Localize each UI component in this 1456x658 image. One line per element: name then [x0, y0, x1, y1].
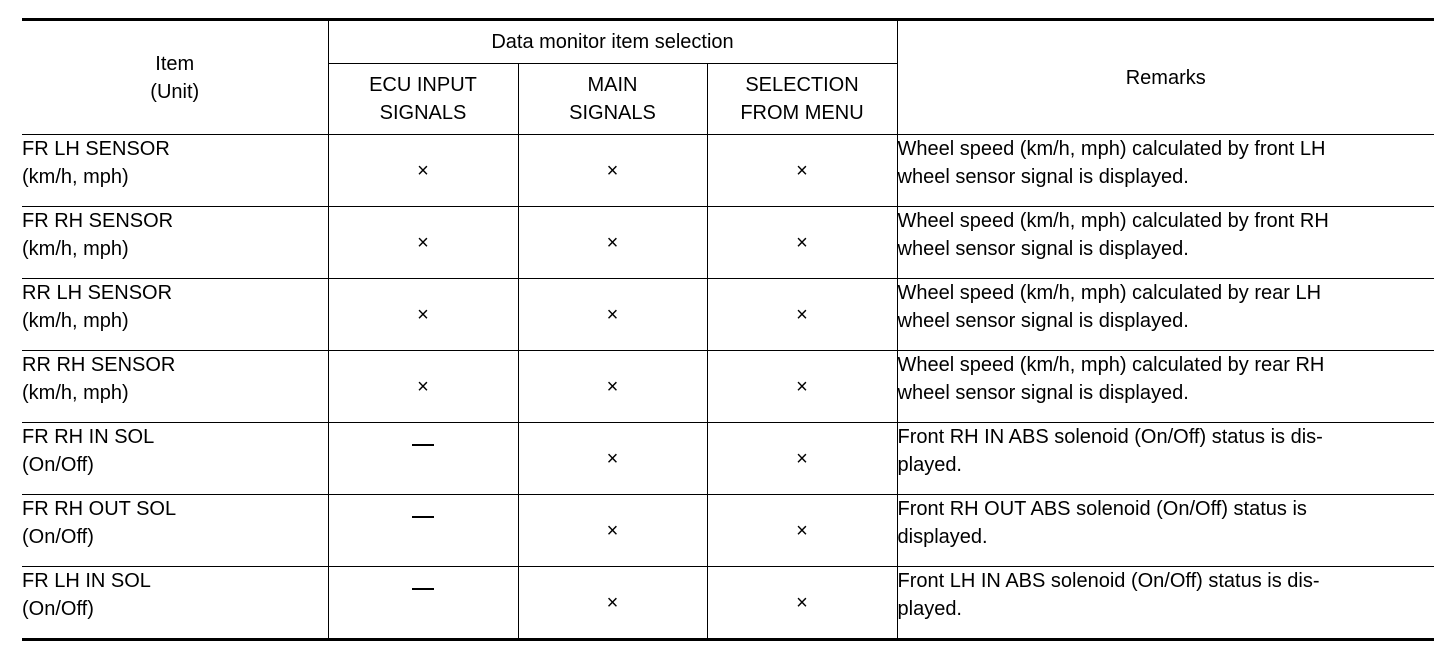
remarks-cell	[897, 567, 1434, 640]
remarks-line-2: played.	[897, 598, 962, 620]
table-row	[22, 495, 1434, 567]
selection-from-menu-cell	[707, 567, 897, 640]
applicable-mark: ×	[796, 591, 808, 614]
item-unit: (km/h, mph)	[22, 310, 129, 332]
item-unit: (On/Off)	[22, 454, 94, 476]
ecu-input-signals-cell	[328, 207, 518, 279]
remarks-cell	[897, 351, 1434, 423]
remarks-cell	[897, 423, 1434, 495]
ecu-input-signals-cell	[328, 495, 518, 567]
data-monitor-table	[22, 18, 1434, 641]
header-row-top	[22, 20, 1434, 64]
table-row	[22, 567, 1434, 640]
item-cell	[22, 423, 328, 495]
main-signals-cell	[518, 567, 707, 640]
item-cell	[22, 207, 328, 279]
applicable-mark: ×	[796, 303, 808, 326]
remarks-line-1: Front LH IN ABS solenoid (On/Off) status is dis-	[897, 570, 1320, 592]
item-name: RR RH SENSOR	[22, 354, 176, 376]
table-row	[22, 351, 1434, 423]
item-name: FR LH SENSOR	[22, 138, 170, 160]
header-main-signals	[518, 64, 707, 135]
header-ecu-input-signals	[328, 64, 518, 135]
item-name: FR RH IN SOL	[22, 426, 155, 448]
applicable-mark: ×	[606, 375, 619, 398]
table-row	[22, 279, 1434, 351]
table-row	[22, 423, 1434, 495]
remarks-line-2: played.	[897, 454, 962, 476]
not-applicable-dash	[412, 444, 434, 474]
selection-from-menu-cell	[707, 135, 897, 207]
header-item	[22, 20, 328, 135]
remarks-line-2: wheel sensor signal is displayed.	[897, 310, 1189, 332]
remarks-line-1: Wheel speed (km/h, mph) calculated by front RH	[897, 210, 1329, 232]
applicable-mark: ×	[417, 231, 429, 254]
selection-from-menu-cell	[707, 495, 897, 567]
applicable-mark: ×	[606, 303, 619, 326]
remarks-line-1: Wheel speed (km/h, mph) calculated by rear RH	[897, 354, 1325, 376]
item-cell	[22, 351, 328, 423]
remarks-cell	[897, 135, 1434, 207]
selection-from-menu-cell	[707, 279, 897, 351]
item-cell	[22, 567, 328, 640]
main-signals-cell	[518, 135, 707, 207]
applicable-mark: ×	[606, 591, 619, 614]
not-applicable-dash	[412, 516, 434, 546]
remarks-cell	[897, 279, 1434, 351]
ecu-input-signals-cell	[328, 135, 518, 207]
applicable-mark: ×	[796, 519, 808, 542]
item-name: FR RH SENSOR	[22, 210, 174, 232]
applicable-mark: ×	[606, 519, 619, 542]
remarks-line-2: wheel sensor signal is displayed.	[897, 382, 1189, 404]
remarks-line-1: Front RH OUT ABS solenoid (On/Off) status is	[897, 498, 1307, 520]
remarks-cell	[897, 207, 1434, 279]
table-row	[22, 135, 1434, 207]
header-item-unit: (Unit)	[150, 80, 200, 103]
applicable-mark: ×	[417, 303, 429, 326]
header-remarks: Remarks	[897, 20, 1434, 135]
remarks-line-2: wheel sensor signal is displayed.	[897, 166, 1189, 188]
item-unit: (km/h, mph)	[22, 382, 129, 404]
item-cell	[22, 279, 328, 351]
remarks-line-1: Wheel speed (km/h, mph) calculated by front LH	[897, 138, 1326, 160]
item-cell	[22, 135, 328, 207]
header-main-line-2: SIGNALS	[569, 102, 656, 124]
item-name: FR RH OUT SOL	[22, 498, 177, 520]
header-ecu-line-1: ECU INPUT	[369, 74, 477, 96]
ecu-input-signals-cell	[328, 423, 518, 495]
remarks-line-1: Wheel speed (km/h, mph) calculated by rear LH	[897, 282, 1322, 304]
applicable-mark: ×	[417, 375, 429, 398]
ecu-input-signals-cell	[328, 567, 518, 640]
main-signals-cell	[518, 423, 707, 495]
applicable-mark: ×	[796, 231, 808, 254]
item-cell	[22, 495, 328, 567]
applicable-mark: ×	[796, 159, 808, 182]
remarks-cell	[897, 495, 1434, 567]
main-signals-cell	[518, 495, 707, 567]
header-data-monitor-selection: Data monitor item selection	[328, 20, 897, 64]
selection-from-menu-cell	[707, 351, 897, 423]
header-main-line-1: MAIN	[587, 74, 638, 96]
header-selection-line-1: SELECTION	[745, 74, 859, 96]
main-signals-cell	[518, 279, 707, 351]
item-name: FR LH IN SOL	[22, 570, 151, 592]
applicable-mark: ×	[606, 231, 619, 254]
table-body	[22, 135, 1434, 640]
header-ecu-line-2: SIGNALS	[379, 102, 467, 124]
main-signals-cell	[518, 207, 707, 279]
applicable-mark: ×	[796, 447, 808, 470]
item-unit: (On/Off)	[22, 598, 94, 620]
selection-from-menu-cell	[707, 207, 897, 279]
remarks-line-2: wheel sensor signal is displayed.	[897, 238, 1189, 260]
selection-from-menu-cell	[707, 423, 897, 495]
header-item-label: Item	[155, 52, 195, 75]
item-unit: (km/h, mph)	[22, 238, 129, 260]
not-applicable-dash	[412, 588, 434, 618]
header-selection-from-menu	[707, 64, 897, 135]
item-name: RR LH SENSOR	[22, 282, 173, 304]
ecu-input-signals-cell	[328, 351, 518, 423]
applicable-mark: ×	[417, 159, 429, 182]
ecu-input-signals-cell	[328, 279, 518, 351]
applicable-mark: ×	[606, 447, 619, 470]
applicable-mark: ×	[796, 375, 808, 398]
item-unit: (On/Off)	[22, 526, 94, 548]
remarks-line-1: Front RH IN ABS solenoid (On/Off) status is dis-	[897, 426, 1323, 448]
remarks-line-2: displayed.	[897, 526, 988, 548]
table-row	[22, 207, 1434, 279]
applicable-mark: ×	[606, 159, 619, 182]
header-selection-line-2: FROM MENU	[740, 102, 864, 124]
main-signals-cell	[518, 351, 707, 423]
item-unit: (km/h, mph)	[22, 166, 129, 188]
